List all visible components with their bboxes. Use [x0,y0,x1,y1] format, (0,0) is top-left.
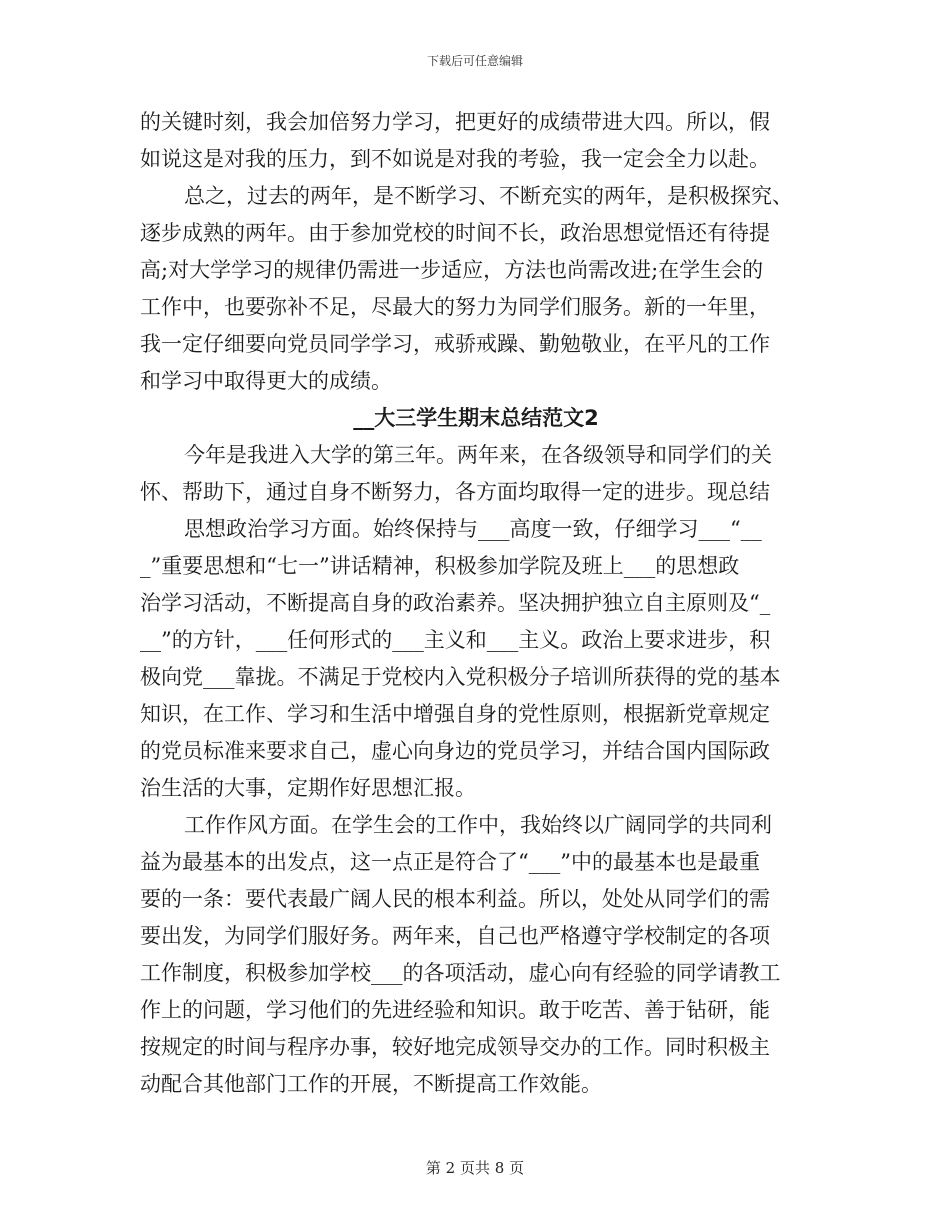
page-footer: 第 2 页共 8 页 [425,1159,525,1177]
text-line: 治生活的大事，定期作好思想汇报。 [140,776,476,800]
text-line: 我一定仔细要向党员同学学习，戒骄戒躁、勤勉敬业，在平凡的工作 [140,332,770,356]
text-line: 治学习活动，不断提高自身的政治素养。坚决拥护独立自主原则及“_ [140,591,771,615]
paragraph-start-line: 总之，过去的两年，是不断学习、不断充实的两年，是积极探究、 [184,184,793,208]
section-title: __大三学生期末总结范文2 [353,406,599,430]
text-line: 的党员标准来要求自己，虚心向身边的党员学习，并结合国内国际政 [140,739,770,763]
paragraph-start-line: 今年是我进入大学的第三年。两年来，在各级领导和同学们的关 [184,443,772,467]
paragraph-start-line: 工作作风方面。在学生会的工作中，我始终以广阔同学的共同利 [184,813,772,837]
text-line: 要的一条：要代表最广阔人民的根本利益。所以，处处从同学们的需 [140,887,770,911]
text-line: 工作制度，积极参加学校___的各项活动，虚心向有经验的同学请教工 [140,961,781,985]
text-line: 益为最基本的出发点，这一点正是符合了“___”中的最基本也是最重 [140,850,760,874]
text-line: 怀、帮助下，通过自身不断努力，各方面均取得一定的进步。现总结 [140,480,770,504]
text-line: 的关键时刻，我会加倍努力学习，把更好的成绩带进大四。所以，假 [140,110,770,134]
text-line: 按规定的时间与程序办事，较好地完成领导交办的工作。同时积极主 [140,1035,770,1059]
text-line: 工作中，也要弥补不足，尽最大的努力为同学们服务。新的一年里， [140,295,770,319]
text-line: 动配合其他部门工作的开展，不断提高工作效能。 [140,1072,602,1096]
text-line: 知识，在工作、学习和生活中增强自身的党性原则，根据新党章规定 [140,702,770,726]
text-line: _”重要思想和“七一”讲话精神，积极参加学院及班上___的思想政 [140,554,740,578]
text-line: __”的方针，___任何形式的___主义和___主义。政治上要求进步，积 [140,628,771,652]
text-line: 极向党___靠拢。不满足于党校内入党积极分子培训所获得的党的基本 [140,665,781,689]
text-line: 如说这是对我的压力，到不如说是对我的考验，我一定会全力以赴。 [140,147,770,171]
text-line: 高;对大学学习的规律仍需进一步适应，方法也尚需改进;在学生会的 [140,258,764,282]
page-header: 下载后可任意编辑 [426,54,523,68]
text-line: 逐步成熟的两年。由于参加党校的时间不长，政治思想觉悟还有待提 [140,221,770,245]
document-body [140,104,812,1103]
text-line: 作上的问题，学习他们的先进经验和知识。敢于吃苦、善于钻研，能 [140,998,770,1022]
text-line: 和学习中取得更大的成绩。 [140,369,392,393]
paragraph-start-line: 思想政治学习方面。始终保持与___高度一致，仔细学习___“__ [184,517,762,541]
text-line: 要出发，为同学们服好务。两年来，自己也严格遵守学校制定的各项 [140,924,770,948]
